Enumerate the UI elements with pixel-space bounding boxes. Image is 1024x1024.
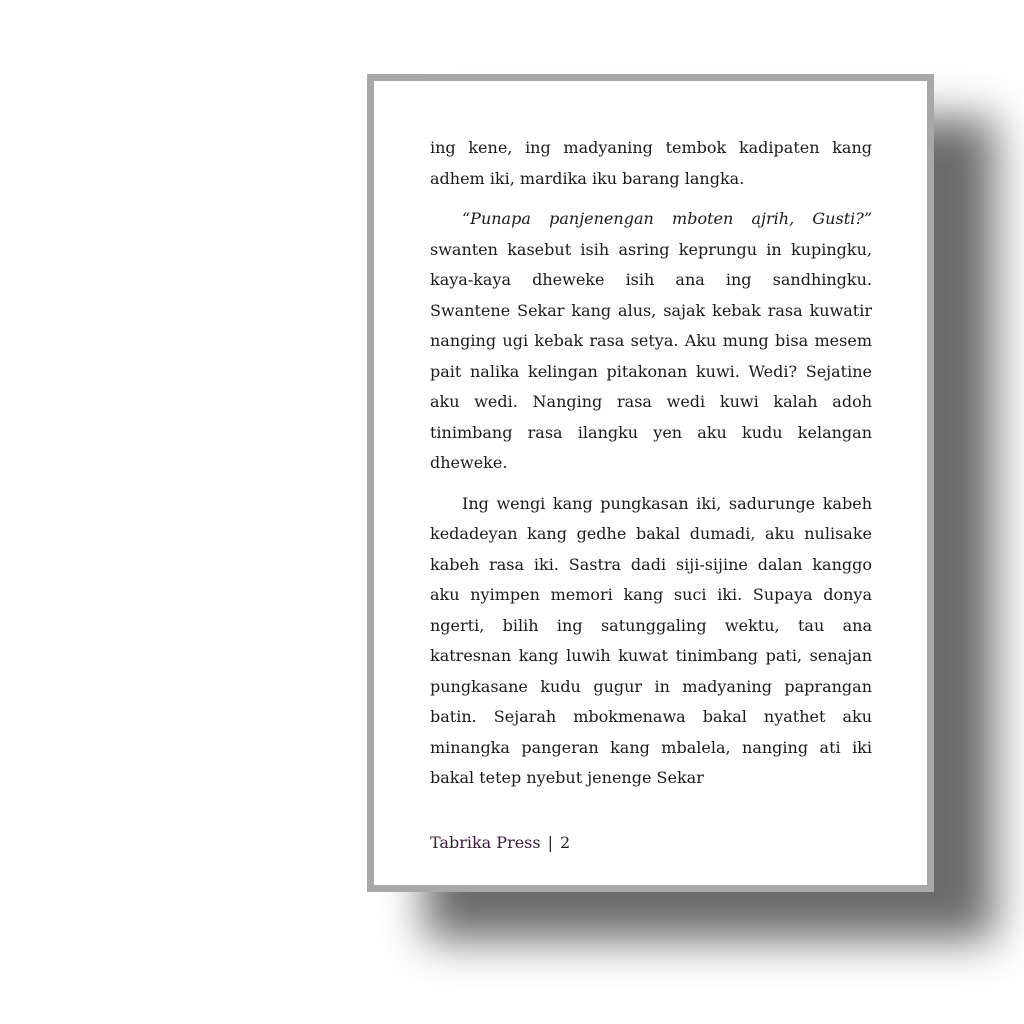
paragraph-1-text: ing kene, ing madyaning tembok kadipaten kang adhem iki, mardika iku barang langka.: [430, 138, 872, 188]
publisher-name: Tabrika Press: [430, 833, 541, 852]
paragraph-2-quote: “Punapa panjenengan mboten ajrih, Gusti?”: [462, 209, 872, 228]
paragraph-1: [430, 133, 872, 194]
page-number: 2: [560, 833, 571, 852]
paragraph-3-text: Ing wengi kang pungkasan iki, sadurunge kabeh kedadeyan kang gedhe bakal dumadi, aku nulisake kabeh rasa iki. Sastra dadi siji-sijine dalan kanggo aku nyimpen memori kang suci iki. Supaya donya ngerti, bilih ing satunggaling wektu, tau ana katresnan kang luwih kuwat tinimbang pati, senajan pungkasane kudu gugur in madyaning paprangan batin. Sejarah mbokmenawa bakal nyathet aku minangka pangeran kang mbalela, nanging ati iki bakal tetep nyebut jenenge Sekar: [430, 493, 872, 787]
book-page: [367, 74, 934, 892]
paragraph-2: [430, 204, 872, 479]
paragraph-2-text: swanten kasebut isih asring keprungu in kupingku, kaya-kaya dheweke isih ana ing sandhingku. Swantene Sekar kang alus, sajak kebak rasa kuwatir nanging ugi kebak rasa setya. Aku mung bisa mesem pait nalika kelingan pitakonan kuwi. Wedi? Sejatine aku wedi. Nanging rasa wedi kuwi kalah adoh tinimbang rasa ilangku yen aku kudu kelangan dheweke.: [430, 239, 872, 472]
body-text: [430, 133, 872, 794]
footer-separator: |: [547, 833, 553, 852]
page-footer: [430, 833, 570, 852]
text-area: [430, 133, 872, 803]
paragraph-3: [430, 489, 872, 794]
